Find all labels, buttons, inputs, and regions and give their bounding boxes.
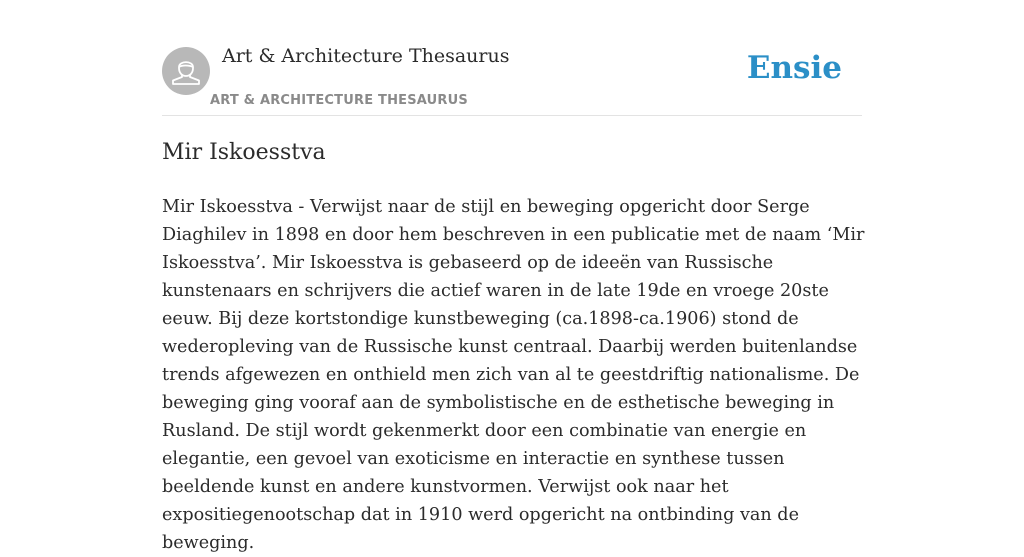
- article-body: Mir Iskoesstva - Verwijst naar de stijl en beweging opgericht door Serge Diaghilev in 1898 en door hem beschreven in een publicatie met de naam ‘Mir Iskoesstva’. Mir Iskoesstva is gebaseerd op de ideeën van Russische kunstenaars en schrijvers die actief waren in de late 19de en vroege 20ste eeuw. Bij deze kortstondige kunstbeweging (ca.1898-ca.1906) stond de wederopleving van de Russische kunst centraal. Daarbij werden buitenlandse trends afgewezen en onthield men zich van al te geestdriftig nationalisme. De beweging ging vooraf aan de symbolistische en de esthetische beweging in Rusland. De stijl wordt gekenmerkt door een combinatie van energie en elegantie, een gevoel van exoticisme en interactie en synthese tussen beeldende kunst en andere kunstvormen. Verwijst ook naar het expositiegenootschap dat in 1910 werd opgericht na ontbinding van de beweging.: [162, 197, 865, 553]
- page-title: Mir Iskoesstva: [162, 140, 326, 165]
- avatar[interactable]: [162, 47, 210, 95]
- header: [162, 0, 862, 116]
- brand-logo[interactable]: Ensie: [746, 50, 842, 86]
- user-icon: [162, 47, 210, 95]
- source-subtitle[interactable]: ART & ARCHITECTURE THESAURUS: [210, 93, 468, 108]
- content-container: [162, 0, 865, 553]
- source-title[interactable]: Art & Architecture Thesaurus: [222, 45, 510, 67]
